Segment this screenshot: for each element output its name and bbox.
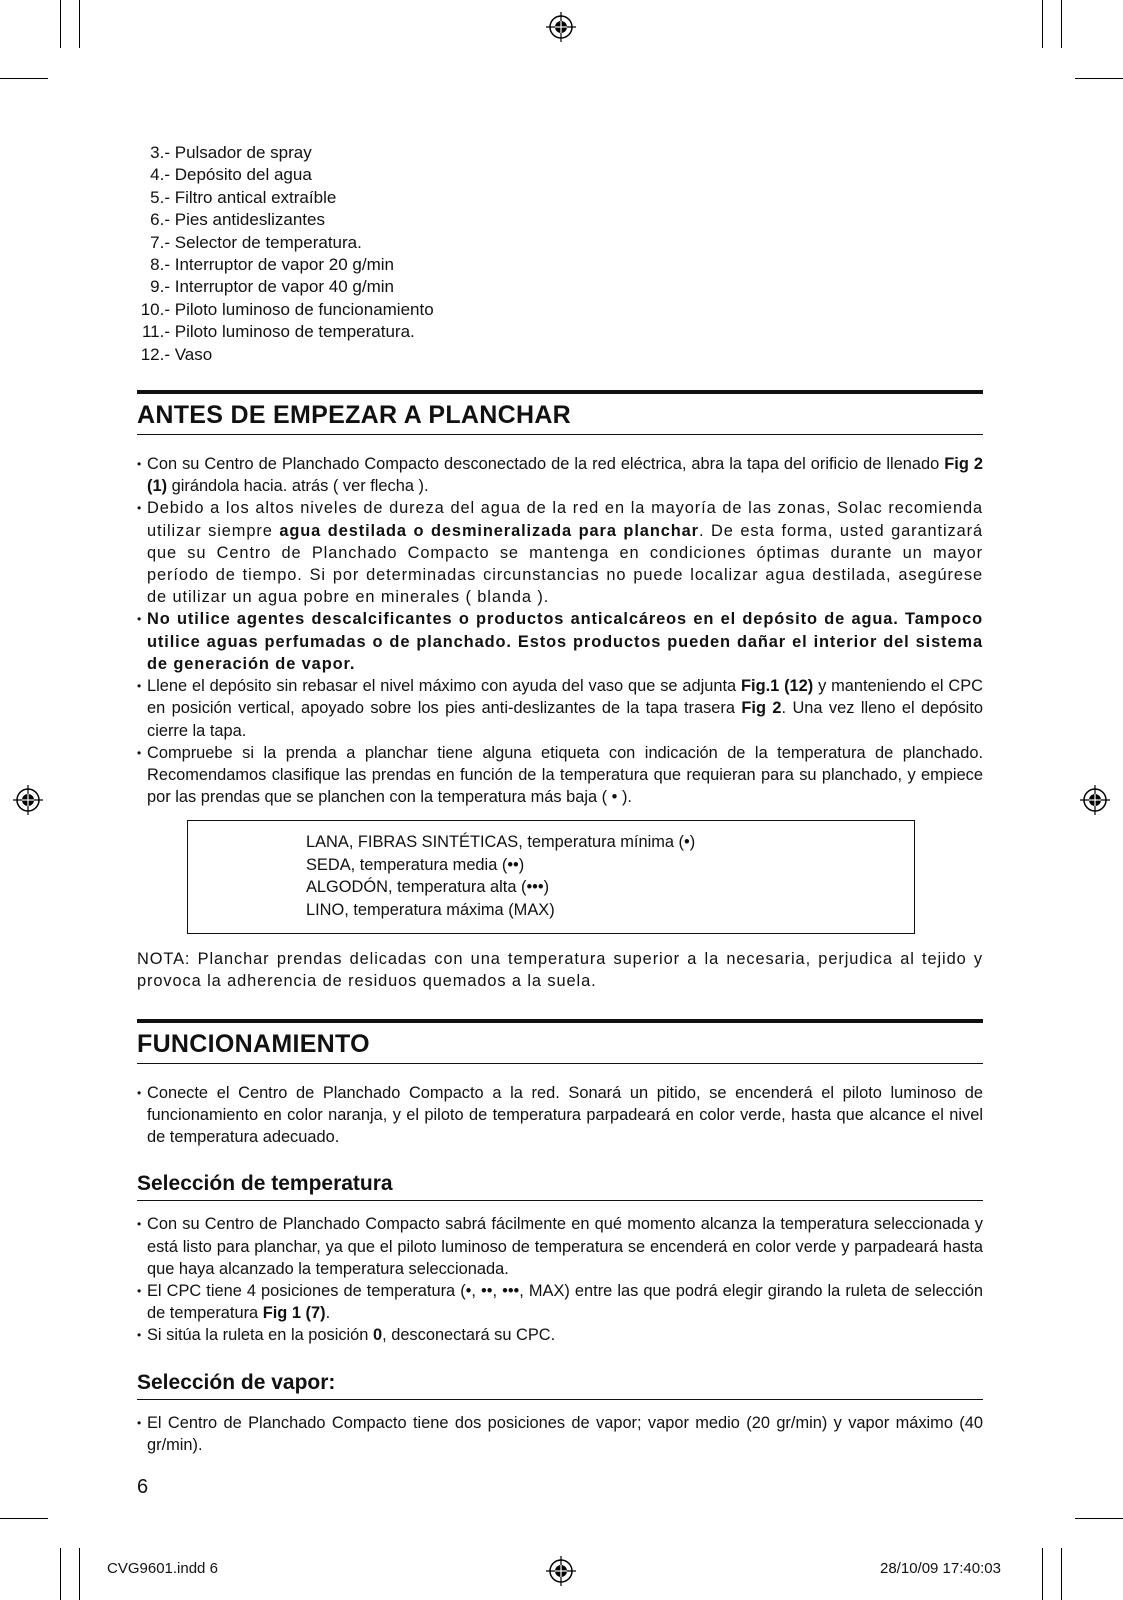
list-item: • Llene el depósito sin rebasar el nivel máximo con ayuda del vaso que se adjunta Fig.1 (12) y manteniendo el CPC en posición vertical, apoyado sobre los pies anti-deslizantes de la tapa trasera Fig 2. Una vez lleno el depósito cierre la tapa.: [137, 675, 983, 742]
vapor-bullets: [137, 1412, 983, 1456]
crop-mark: [1075, 78, 1123, 79]
list-item: 6.- Pies antideslizantes: [150, 210, 325, 230]
list-item: 11.- Piloto luminoso de temperatura.: [141, 322, 415, 342]
list-item: • Si sitúa la ruleta en la posición 0, desconectará su CPC.: [137, 1324, 983, 1346]
registration-mark-icon: [13, 785, 43, 815]
crop-mark: [1061, 1548, 1062, 1600]
list-item: 3.- Pulsador de spray: [150, 143, 312, 162]
temperature-row: ALGODÓN, temperatura alta (•••): [306, 878, 550, 897]
list-item: 10.- Piloto luminoso de funcionamiento: [140, 299, 434, 319]
list-item: • No utilice agentes descalcificantes o productos anticalcáreos en el depósito de agua. Tampoco utilice aguas perfumadas o de planchado. Estos productos pueden dañar el interior del sistema de generación de vapor.: [137, 608, 983, 675]
crop-mark: [1042, 0, 1043, 48]
subsection-title-vapor: Selección de vapor:: [137, 1369, 983, 1400]
list-item: • Compruebe si la prenda a planchar tiene alguna etiqueta con indicación de la temperatura de planchado. Recomendamos clasifique las prendas en función de la temperatura que requieran para su planchado, y empiece por las prendas que se planchen con la temperatura más baja ( • ).: [137, 742, 983, 809]
list-item: • El CPC tiene 4 posiciones de temperatura (•, ••, •••, MAX) entre las que podrá elegir girando la ruleta de selección de temperatura Fig 1 (7).: [137, 1280, 983, 1324]
temperature-row: SEDA, temperatura media (••): [306, 855, 525, 874]
crop-mark: [1042, 1548, 1043, 1600]
registration-mark-icon: [546, 1556, 576, 1586]
list-item: 12.- Vaso: [140, 344, 213, 364]
temperature-row: LINO, temperatura máxima (MAX): [306, 900, 555, 919]
section-rule: [137, 390, 983, 394]
temperature-row: LANA, FIBRAS SINTÉTICAS, temperatura mínima (•): [306, 833, 696, 852]
list-item: • Con su Centro de Planchado Compacto sabrá fácilmente en qué momento alcanza la temperatura seleccionada y está listo para planchar, ya que el piloto luminoso de temperatura se encenderá en color verde y parpadeará hasta que haya alcanzado la temperatura seleccionada.: [137, 1213, 983, 1280]
section-title-funcionamiento: FUNCIONAMIENTO: [137, 1027, 983, 1064]
list-item: 5.- Filtro antical extraíble: [150, 187, 337, 207]
page-content: [137, 142, 983, 1456]
list-item: 7.- Selector de temperatura.: [150, 232, 362, 252]
crop-mark: [79, 0, 80, 48]
list-item: • Con su Centro de Planchado Compacto desconectado de la red eléctrica, abra la tapa del orificio de llenado Fig 2 (1) girándola hacia. atrás ( ver flecha ).: [137, 453, 983, 497]
list-item: 9.- Interruptor de vapor 40 g/min: [150, 277, 394, 297]
antes-bullets: [137, 453, 983, 808]
list-item: • Debido a los altos niveles de dureza del agua de la red en la mayoría de las zonas, Solac recomienda utilizar siempre agua destilada o desmineralizada para planchar. De esta forma, usted garantizará que su Centro de Planchado Compacto se mantenga en condiciones óptimas durante un mayor período de tiempo. Si por determinadas circunstancias no puede localizar agua destilada, asegúrese de utilizar un agua pobre en minerales ( blanda ).: [137, 497, 983, 608]
funcionamiento-bullets: [137, 1082, 983, 1149]
crop-mark: [0, 78, 48, 79]
section-rule: [137, 1019, 983, 1023]
crop-mark: [1075, 1518, 1123, 1519]
list-item: 4.- Depósito del agua: [150, 165, 312, 185]
registration-mark-icon: [1080, 785, 1110, 815]
slug-filename: CVG9601.indd 6: [107, 1560, 218, 1577]
list-item: 8.- Interruptor de vapor 20 g/min: [150, 255, 394, 275]
crop-mark: [60, 1548, 61, 1600]
list-item: • Conecte el Centro de Planchado Compacto a la red. Sonará un pitido, se encenderá el piloto luminoso de funcionamiento en color naranja, y el piloto de temperatura parpadeará en color verde, hasta que alcance el nivel de temperatura adecuado.: [137, 1082, 983, 1149]
temperatura-bullets: [137, 1213, 983, 1346]
crop-mark: [79, 1548, 80, 1600]
temperature-table: [187, 820, 915, 934]
subsection-title-temperatura: Selección de temperatura: [137, 1170, 983, 1201]
note-text: NOTA: Planchar prendas delicadas con una temperatura superior a la necesaria, perjudica al tejido y provoca la adherencia de residuos quemados a la suela.: [137, 949, 983, 991]
list-item: • El Centro de Planchado Compacto tiene dos posiciones de vapor; vapor medio (20 gr/min) y vapor máximo (40 gr/min).: [137, 1412, 983, 1456]
crop-mark: [0, 1518, 48, 1519]
crop-mark: [60, 0, 61, 48]
registration-mark-icon: [546, 12, 576, 42]
crop-mark: [1061, 0, 1062, 48]
slug-timestamp: 28/10/09 17:40:03: [880, 1560, 1001, 1577]
page-number: 6: [137, 1476, 149, 1498]
section-title-antes: ANTES DE EMPEZAR A PLANCHAR: [137, 398, 983, 435]
parts-list: [137, 142, 983, 366]
